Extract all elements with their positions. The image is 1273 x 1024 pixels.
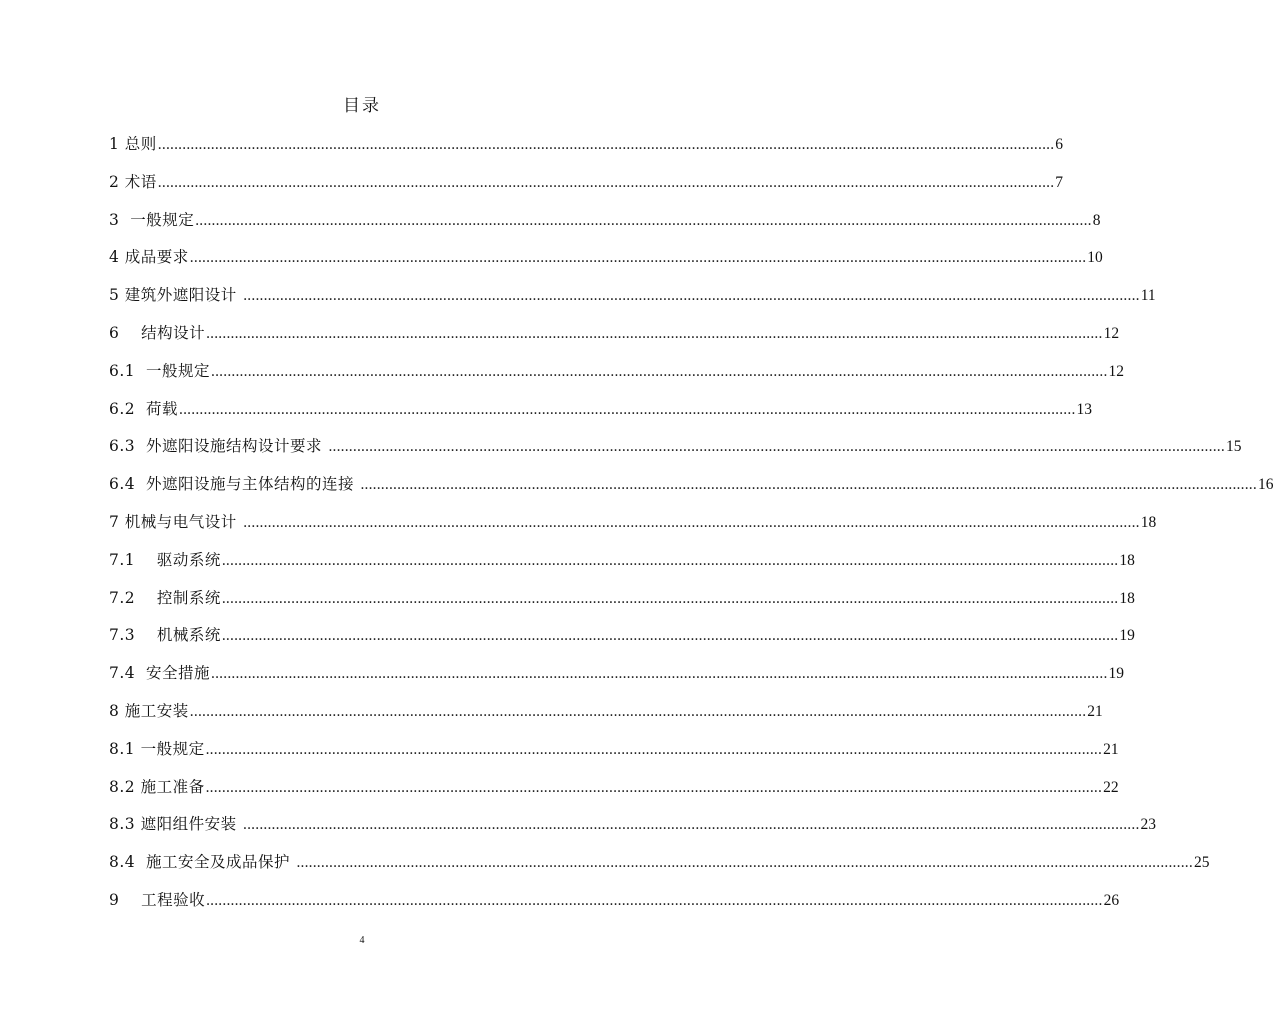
toc-entry[interactable] — [109, 209, 1101, 247]
toc-leader-dots: ............................................................................................................................................................................................................................ — [179, 400, 1076, 418]
toc-entry-label: 8.3 遮阳组件安装 — [109, 815, 243, 834]
toc-entry-page: 23 — [1140, 816, 1157, 834]
toc-entry[interactable] — [109, 813, 1157, 851]
toc-entry[interactable] — [109, 624, 1135, 662]
toc-entry[interactable] — [109, 398, 1093, 436]
toc-entry[interactable] — [109, 889, 1120, 927]
toc-entry-page: 11 — [1140, 287, 1156, 305]
toc-leader-dots: ............................................................................................................................................................................................................................ — [205, 740, 1103, 758]
toc-entry[interactable] — [109, 662, 1125, 700]
toc-entry-page: 18 — [1140, 513, 1157, 531]
toc-entry-page: 26 — [1103, 891, 1120, 909]
toc-entry[interactable] — [109, 133, 1064, 171]
toc-entry-label: 7.4 安全措施 — [109, 664, 211, 683]
toc-entry-label: 7.2 控制系统 — [109, 588, 221, 607]
toc-entry[interactable] — [109, 549, 1135, 587]
toc-leader-dots: ............................................................................................................................................................................................................................ — [296, 854, 1193, 872]
toc-entry[interactable] — [109, 435, 1242, 473]
toc-entry[interactable] — [109, 284, 1156, 322]
toc-entry-label: 6.1 一般规定 — [109, 361, 211, 380]
toc-leader-dots: ............................................................................................................................................................................................................................ — [157, 136, 1055, 153]
toc-entry-label: 6.4 外遮阳设施与主体结构的连接 — [109, 475, 360, 494]
toc-entry-label: 4 成品要求 — [109, 248, 189, 267]
toc-leader-dots: ............................................................................................................................................................................................................................ — [206, 324, 1103, 342]
toc-leader-dots: ............................................................................................................................................................................................................................ — [360, 476, 1257, 494]
toc-leader-dots: ............................................................................................................................................................................................................................ — [206, 891, 1103, 909]
toc-entry[interactable] — [109, 587, 1135, 625]
toc-leader-dots: ............................................................................................................................................................................................................................ — [157, 173, 1055, 191]
toc-entry[interactable] — [109, 700, 1103, 738]
toc-entry[interactable] — [109, 851, 1210, 889]
toc-entry-page: 13 — [1076, 400, 1093, 418]
toc-entry[interactable] — [109, 322, 1120, 360]
toc-entry-label: 8.2 施工准备 — [109, 777, 205, 796]
toc-leader-dots: ............................................................................................................................................................................................................................ — [189, 249, 1087, 267]
toc-entry-page: 10 — [1087, 249, 1103, 267]
toc-entry-page: 18 — [1119, 589, 1135, 607]
toc-entry-page: 21 — [1087, 702, 1103, 720]
toc-entry-label: 8 施工安装 — [109, 701, 189, 720]
toc-entry-page: 12 — [1103, 324, 1120, 342]
toc-entry-page: 16 — [1257, 476, 1273, 494]
toc-entry-label: 5 建筑外遮阳设计 — [109, 286, 243, 305]
toc-entry[interactable] — [109, 511, 1157, 549]
toc-leader-dots: ............................................................................................................................................................................................................................ — [243, 513, 1140, 531]
toc-entry-label: 8.4 施工安全及成品保护 — [109, 853, 296, 872]
toc-entry-page: 19 — [1108, 665, 1125, 683]
toc-entry[interactable] — [109, 473, 1273, 511]
toc-entry-page: 18 — [1119, 551, 1135, 569]
toc-leader-dots: ............................................................................................................................................................................................................................ — [195, 211, 1092, 229]
toc-entry-label: 2 术语 — [109, 172, 157, 191]
toc-leader-dots: ............................................................................................................................................................................................................................ — [211, 362, 1108, 380]
toc-entry[interactable] — [109, 360, 1125, 398]
toc-leader-dots: ............................................................................................................................................................................................................................ — [221, 551, 1119, 569]
toc-entry-label: 9 工程验收 — [109, 890, 206, 909]
toc-leader-dots: ............................................................................................................................................................................................................................ — [189, 702, 1087, 720]
toc-leader-dots: ............................................................................................................................................................................................................................ — [221, 627, 1119, 645]
toc-leader-dots: ............................................................................................................................................................................................................................ — [243, 287, 1140, 305]
toc-entry-label: 7.3 机械系统 — [109, 626, 221, 645]
toc-entry-label: 8.1 一般规定 — [109, 739, 205, 758]
page-number: 4 — [359, 935, 365, 946]
toc-leader-dots: ............................................................................................................................................................................................................................ — [205, 778, 1103, 796]
toc-entry-label: 7 机械与电气设计 — [109, 512, 243, 531]
toc-entry-label: 3 一般规定 — [109, 210, 195, 229]
toc-entry-page: 25 — [1193, 854, 1210, 872]
toc-entry-page: 7 — [1055, 173, 1064, 191]
toc-entry-page: 12 — [1108, 362, 1125, 380]
toc-leader-dots: ............................................................................................................................................................................................................................ — [328, 438, 1225, 456]
toc-entry-page: 19 — [1119, 627, 1135, 645]
toc-entry[interactable] — [109, 246, 1103, 284]
toc-leader-dots: ............................................................................................................................................................................................................................ — [243, 816, 1140, 834]
toc-entry-label: 6.3 外遮阳设施结构设计要求 — [109, 437, 328, 456]
toc-entry-page: 6 — [1055, 136, 1064, 153]
toc-leader-dots: ............................................................................................................................................................................................................................ — [221, 589, 1119, 607]
toc-entry-page: 22 — [1103, 778, 1119, 796]
toc-entry-label: 6.2 荷载 — [109, 399, 179, 418]
toc-entry-page: 8 — [1092, 211, 1101, 229]
toc-leader-dots: ............................................................................................................................................................................................................................ — [211, 665, 1108, 683]
toc-entry-label: 6 结构设计 — [109, 323, 206, 342]
toc-entry[interactable] — [109, 738, 1119, 776]
toc-entry-label: 7.1 驱动系统 — [109, 550, 221, 569]
toc-entry[interactable] — [109, 776, 1119, 814]
toc-title: 目录 — [343, 96, 381, 116]
table-of-contents — [109, 133, 1273, 927]
toc-entry-label: 1 总则 — [109, 135, 157, 153]
toc-entry-page: 21 — [1103, 740, 1119, 758]
toc-entry[interactable] — [109, 171, 1064, 209]
toc-entry-page: 15 — [1225, 438, 1242, 456]
